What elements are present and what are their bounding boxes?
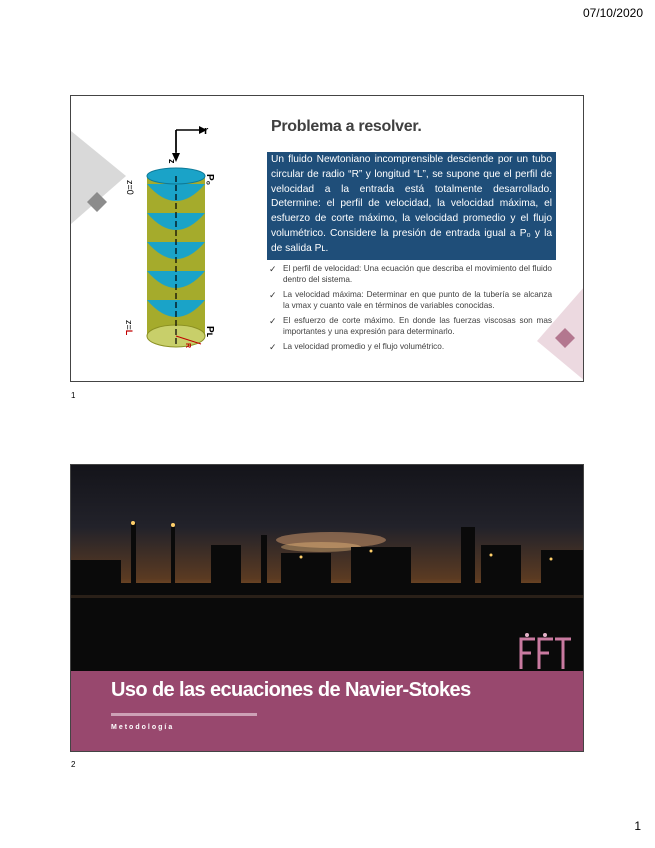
slide-1-number: 1 [71, 391, 76, 400]
refinery-night-photo [71, 465, 583, 671]
list-item: ✓ El perfil de velocidad: Una ecuación que describa el movimiento del fluido dentro del sistema. [269, 264, 552, 284]
gray-diamond-decoration [71, 116, 126, 236]
list-item: ✓ La velocidad promedio y el flujo volumétrico. [269, 342, 445, 352]
refinery-silhouette [71, 465, 584, 671]
slide-2 [70, 464, 584, 752]
title-band [71, 671, 583, 752]
slide-1 [70, 95, 584, 382]
zl-label: z=L [124, 320, 134, 336]
slide-1-title: Problema a resolver. [271, 118, 422, 135]
objectives-list [269, 264, 552, 358]
page-number: 1 [634, 819, 641, 833]
list-item: ✓ La velocidad máxima: Determinar en que punto de la tubería se alcanza la vmax y cuanto vale en términos de variables conocidas. [269, 290, 552, 310]
checkmark-icon: ✓ [269, 342, 277, 352]
slide-2-number: 2 [71, 760, 76, 769]
z0-label: z=0 [125, 180, 135, 195]
axis-z-label: z [167, 159, 177, 164]
title-underline [111, 713, 257, 716]
problem-statement-box: Un fluido Newtoniano incomprensible desciende por un tubo circular de radio “R” y longitud “L”, se supone que el perfil de velocidad a la entrada está totalmente desarrollado. Determine: el perfil de velocidad, la velocidad máxima, el esfuerzo de corte máximo, la velocidad promedio y el flujo volumétrico. Considere la presión de entrada igual a P₀ y la de salida Pʟ. [267, 152, 556, 260]
list-item: ✓ El esfuerzo de corte máximo. En donde las fuerzas viscosas son mas importantes y una expresión para determinarlo. [269, 316, 552, 336]
slide-2-title: Uso de las ecuaciones de Navier-Stokes [111, 679, 471, 701]
pl-label: Pʟ [204, 326, 215, 338]
watermark-logo-icon [515, 631, 575, 673]
page-date: 07/10/2020 [582, 6, 643, 20]
checkmark-icon: ✓ [269, 264, 277, 274]
slide-2-subtitle: Metodología [111, 724, 175, 731]
checkmark-icon: ✓ [269, 316, 277, 326]
tube-diagram [121, 126, 236, 361]
checkmark-icon: ✓ [269, 290, 277, 300]
p0-label: P₀ [204, 174, 215, 186]
axis-r-label: r [204, 126, 209, 137]
radius-label: R [184, 343, 191, 349]
